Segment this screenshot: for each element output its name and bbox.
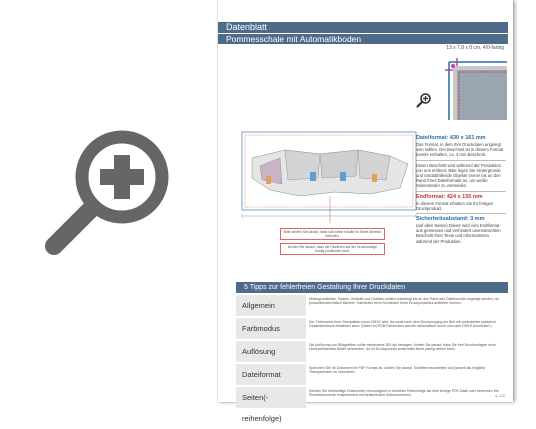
format-labels bbox=[416, 135, 506, 244]
tip-label: Allgemein bbox=[236, 295, 306, 316]
tip-text: Die Auflösung von Bildgrafiken sollte mindestens 300 dpi betragen. Achten Sie darauf, dass Sie Ihre Druckvorlagen ohne Hochauflösendes Bilder verwenden, da Ihr Druckprodukt andernfalls leicht pixelig wirken kann. bbox=[309, 343, 496, 352]
tip-label: Seiten(-reihenfolge) bbox=[236, 387, 306, 408]
label-block bbox=[416, 194, 506, 211]
tip-text: Senden Sie mehrseitige Dokumente chronologisch in korrekter Reihenfolge als eine einzige PDF-Datei oder benennen Sie Einzeldokumente entsprechend mit fortlaufenden Seitennummern. bbox=[309, 389, 499, 398]
page-number: s. 1/2 bbox=[495, 393, 505, 398]
tip-text: Speichern Sie Ihr Dokument im PDF Format ab. Achten Sie darauf, Schriften einzubetten und (soweit als möglich) Transparenzen zu reduzieren. bbox=[309, 366, 486, 375]
tip-label: Auflösung bbox=[236, 341, 306, 362]
label-text: In diesem Format erhalten Sie Ihr fertiges Druckprodukt. bbox=[416, 200, 494, 211]
notes-block bbox=[280, 228, 385, 258]
list-item bbox=[236, 341, 508, 362]
tip-label: Farbmodus bbox=[236, 318, 306, 339]
zoom-in-icon[interactable] bbox=[34, 115, 184, 265]
list-item bbox=[236, 318, 508, 339]
list-item bbox=[236, 387, 508, 423]
tip-text: Der Farbmodus Ihrer Druckdaten muss CMYK sein, da sonst nach dem Druckvorgang ein Bild mit veränderten optischen Gesamteindruck entstehen kann. (Daten im RGB-Farbmodus werden automatisch durch uns nach CMYK konvertiert.) bbox=[309, 320, 497, 329]
tips-title: 5 Tipps zur fehlerfreien Gestaltung Ihrer Druckdaten bbox=[236, 282, 508, 293]
note: Achten Sie darauf, dass die Falzlinien auf der Druckvorlage richtig positioniert sind. bbox=[280, 243, 385, 255]
corner-detail bbox=[443, 56, 507, 120]
list-item bbox=[236, 295, 508, 316]
datasheet-page bbox=[218, 0, 513, 423]
dieline-diagram bbox=[240, 128, 418, 223]
zoom-in-icon[interactable] bbox=[416, 92, 432, 108]
label-block bbox=[416, 135, 506, 158]
label-text: Das Format, in dem Ihre Druckdaten angelegt sein sollten. Der Beschnitt ist in diesem Format bereits enthalten, ca. 3 mm Beschnitt. bbox=[416, 142, 504, 158]
list-item bbox=[236, 364, 508, 385]
product-spec: 13 x 7,8 x 8 cm, 4/0-farbig bbox=[446, 45, 504, 51]
label-head: Endformat: 424 x 155 mm bbox=[416, 193, 483, 200]
label-block bbox=[416, 163, 506, 189]
label-text: (auf allen Seiten) Dieser wird vom Endformat aus gemessen und verhindert unerwünschten Beschnitt Ihrer Texte und Informationen während der Produktion. bbox=[416, 223, 501, 244]
tip-text: Hintergrundbilder, Farben, Verläufe und Grafiken sollten unbedingt bis an den Rand des Dateiformats angelegt werden, da produktionstechnisch kleinere Toleranzen beim Schneiden Ihres Druckproduktes auftreten können. bbox=[309, 297, 499, 306]
product-title: Pommesschale mit Automatikboden bbox=[218, 34, 508, 44]
tip-label: Dateiformat bbox=[236, 364, 306, 385]
label-text: Dieser Beschnitt wird während der Produktion von uns entfernt. Bitte legen Sie Hintergründe und randabfallende Objekte immer bis an den Rand Ihres Dateiformats an, um weiße Seitenränder zu vermeiden. bbox=[416, 162, 501, 189]
label-head: Dateiformat: 430 x 161 mm bbox=[416, 135, 486, 141]
sheet-header: Datenblatt bbox=[218, 22, 508, 33]
label-head: Sicherheitsabstand: 3 mm bbox=[416, 216, 485, 223]
tips-list bbox=[236, 295, 508, 423]
label-block bbox=[416, 216, 506, 244]
note: Bitte achten Sie darauf, dass sich keine Inhalte im Klebe-Bereich befinden. bbox=[280, 228, 385, 240]
